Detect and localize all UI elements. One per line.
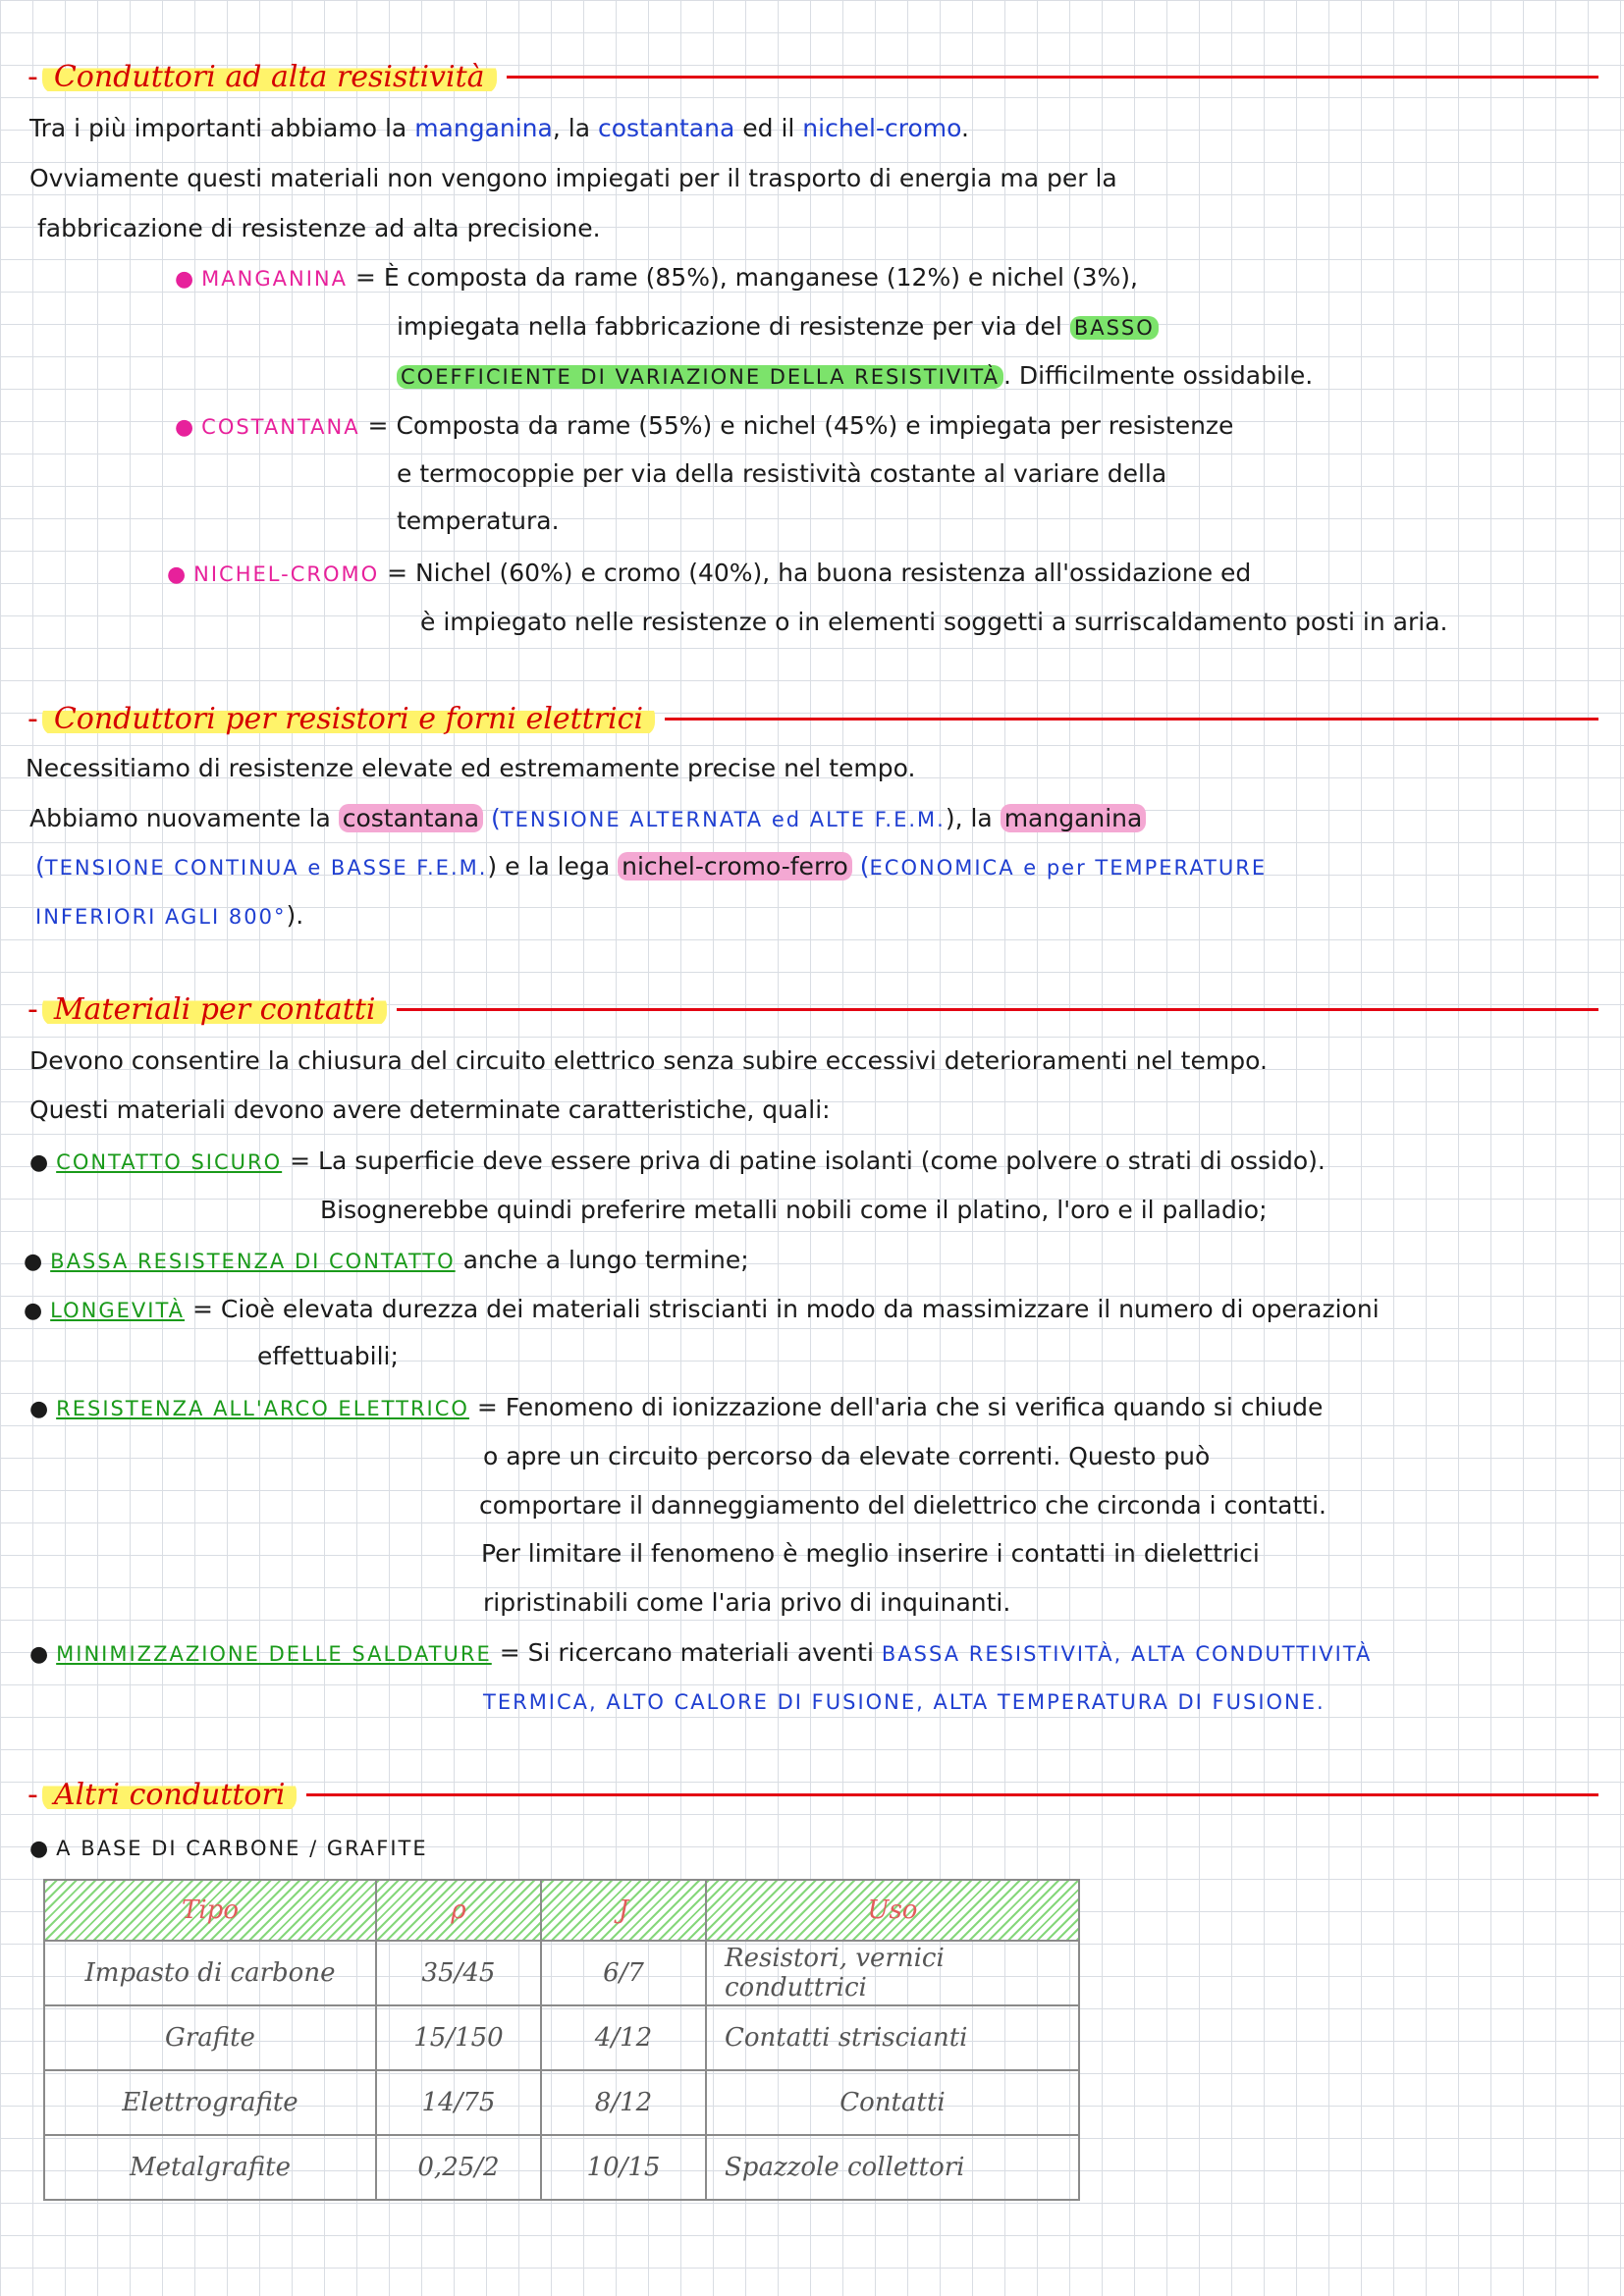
table-cell: 8/12 [541,2070,706,2135]
s4-bullet: ● A BASE DI CARBONE / GRAFITE [29,1837,428,1861]
table-cell: Elettrografite [44,2070,376,2135]
table-cell: Impasto di carbone [44,1941,376,2005]
manganina-line-2: impiegata nella fabbricazione di resistenze per via del BASSO [397,310,1159,345]
contact-item-4-line-4: Per limitare il fenomeno è meglio inserire i contatti in dielettrici [481,1539,1260,1568]
nichelcromo-item: ● NICHEL-CROMO = Nichel (60%) e cromo (40%), ha buona resistenza all'ossidazione ed [167,559,1252,587]
highlight-costantana: costantana [339,804,483,832]
bullet-dot: ● [167,562,187,587]
section-title: Conduttori per resistori e forni elettrici [42,702,655,736]
table-cell: 35/45 [376,1941,541,2005]
table-header: Tipo [44,1880,376,1941]
contact-item-3: ● LONGEVITÀ = Cioè elevata durezza dei materiali striscianti in modo da massimizzare il numero di operazioni [24,1295,1380,1323]
intro-line-2: Ovviamente questi materiali non vengono impiegati per il trasporto di energia ma per la [29,164,1117,192]
table-header: Uso [706,1880,1079,1941]
contact-label: CONTATTO SICURO [56,1150,283,1174]
s3-line-2: Questi materiali devono avere determinate caratteristiche, quali: [29,1095,831,1124]
contact-item-3-line-2: effettuabili; [257,1342,399,1370]
section-title: Materiali per contatti [42,992,388,1027]
contact-label: MINIMIZZAZIONE DELLE SALDATURE [56,1642,492,1666]
section-heading-1: - Conduttori ad alta resistività [27,57,1598,96]
section-heading-4: - Altri conduttori [27,1775,1598,1814]
contact-label: LONGEVITÀ [50,1299,186,1322]
contact-item-4: ● RESISTENZA ALL'ARCO ELETTRICO = Fenomeno di ionizzazione dell'aria che si verifica quando si chiude [29,1393,1324,1421]
table-cell: 6/7 [541,1941,706,2005]
table-cell: Contatti striscianti [706,2005,1079,2070]
contact-item-1-line-2: Bisognerebbe quindi preferire metalli nobili come il platino, l'oro e il palladio; [320,1196,1268,1224]
contact-item-5-line-2: TERMICA, ALTO CALORE DI FUSIONE, ALTA TEMPERATURA DI FUSIONE. [483,1690,1326,1714]
contact-item-2: ● BASSA RESISTENZA DI CONTATTO anche a lungo termine; [24,1246,749,1274]
table-row [44,2005,1079,2070]
contact-item-5: ● MINIMIZZAZIONE DELLE SALDATURE = Si ricercano materiali aventi BASSA RESISTIVITÀ, ALTA CONDUTTIVITÀ [29,1638,1373,1667]
highlight-manganina: manganina [1001,804,1147,832]
contact-item-4-line-3: comportare il danneggiamento del dielettrico che circonda i contatti. [479,1491,1326,1520]
intro-line-3: fabbricazione di resistenze ad alta precisione. [37,214,601,242]
costantana-item: ● COSTANTANA = Composta da rame (55%) e nichel (45%) e impiegata per resistenze [175,411,1234,440]
costantana-line-2: e termocoppie per via della resistività costante al variare della [397,459,1167,488]
nichelcromo-label: NICHEL-CROMO [193,562,380,586]
bullet-dot: ● [175,267,194,292]
table-header: J [541,1880,706,1941]
manganina-item: ● MANGANINA = È composta da rame (85%), manganese (12%) e nichel (3%), [175,263,1138,292]
manganina-label: MANGANINA [201,267,348,291]
table-cell: 0,25/2 [376,2135,541,2200]
nichelcromo-line-2: è impiegato nelle resistenze o in elementi soggetti a surriscaldamento posti in aria. [420,608,1448,636]
intro-line-1: Tra i più importanti abbiamo la manganina, la costantana ed il nichel-cromo. [29,114,969,142]
red-rule [397,1008,1598,1011]
contact-item-4-line-5: ripristinabili come l'aria privo di inquinanti. [483,1588,1011,1617]
section-title: Altri conduttori [42,1778,298,1812]
contact-label: BASSA RESISTENZA DI CONTATTO [50,1250,456,1273]
contact-label: RESISTENZA ALL'ARCO ELETTRICO [56,1397,469,1420]
table-cell: Contatti [706,2070,1079,2135]
manganina-line-3: COEFFICIENTE DI VARIAZIONE DELLA RESISTIVITÀ . Difficilmente ossidabile. [397,359,1313,394]
table-cell: 4/12 [541,2005,706,2070]
table-cell: Grafite [44,2005,376,2070]
s2-line-2: Abbiamo nuovamente la costantana (TENSIONE ALTERNATA ed ALTE F.E.M.), la manganina [29,802,1146,836]
s2-line-3: (TENSIONE CONTINUA e BASSE F.E.M.) e la lega nichel-cromo-ferro (ECONOMICA e per TEMPERATURE [35,852,1268,881]
table-row [44,1941,1079,2005]
table-cell: 10/15 [541,2135,706,2200]
bullet-dot: ● [175,415,194,440]
red-rule [306,1793,1598,1796]
highlight-basso: BASSO [1070,316,1159,340]
table-header: ρ [376,1880,541,1941]
highlight-coefficiente: COEFFICIENTE DI VARIAZIONE DELLA RESISTIVITÀ [397,365,1003,389]
red-rule [507,76,1598,79]
table-cell: Resistori, vernici conduttrici [706,1941,1079,2005]
section-heading-2: - Conduttori per resistori e forni elettrici [27,699,1598,738]
red-rule [665,718,1598,721]
contact-item-4-line-2: o apre un circuito percorso da elevate correnti. Questo può [483,1442,1211,1470]
table-cell: 14/75 [376,2070,541,2135]
s2-line-1: Necessitiamo di resistenze elevate ed estremamente precise nel tempo. [26,754,916,782]
s3-line-1: Devono consentire la chiusura del circuito elettrico senza subire eccessivi deterioramenti nel tempo. [29,1046,1268,1075]
table-cell: Metalgrafite [44,2135,376,2200]
costantana-label: COSTANTANA [201,415,360,439]
highlight-lega: nichel-cromo-ferro [618,852,852,881]
table-cell: 15/150 [376,2005,541,2070]
section-heading-3: - Materiali per contatti [27,989,1598,1029]
table-cell: Spazzole collettori [706,2135,1079,2200]
costantana-line-3: temperatura. [397,507,560,535]
carbon-table [43,1879,1080,2201]
table-row [44,2135,1079,2200]
table-row [44,2070,1079,2135]
section-title: Conduttori ad alta resistività [42,60,497,94]
s2-line-4: INFERIORI AGLI 800°). [35,901,304,930]
contact-item-1: ● CONTATTO SICURO = La superficie deve essere priva di patine isolanti (come polvere o strati di ossido). [29,1147,1326,1175]
